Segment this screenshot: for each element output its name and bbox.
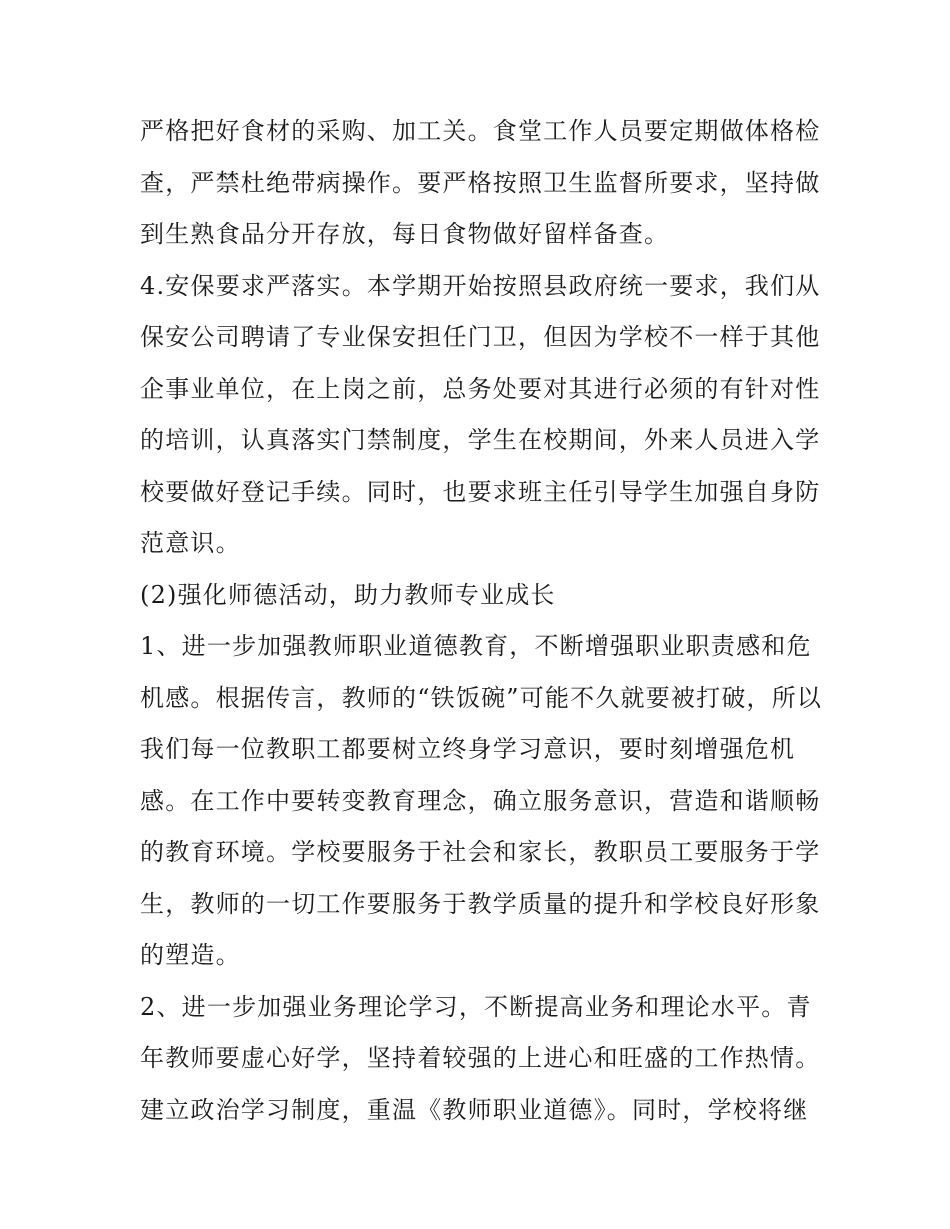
text-line: 年教师要虚心好学，坚持着较强的上进心和旺盛的工作热情。	[140, 1044, 821, 1072]
text-line: 范意识。	[140, 529, 241, 557]
body-text	[140, 106, 823, 1136]
text-line: 保安公司聘请了专业保安担任门卫，但因为学校不一样于其他	[140, 323, 821, 351]
text-line: 机感。根据传言，教师的“铁饭碗”可能不久就要被打破，所以	[140, 683, 823, 712]
text-line: 严格把好食材的采购、加工关。食堂工作人员要定期做体格检	[140, 117, 821, 145]
section-heading: (2)强化师德活动，助力教师专业成长	[140, 580, 556, 609]
text-line: 1、进一步加强教师职业道德教育，不断增强职业职责感和危	[140, 632, 812, 660]
text-line: 感。在工作中要转变教育理念，确立服务意识，营造和谐顺畅	[140, 786, 821, 815]
text-line: 的培训，认真落实门禁制度，学生在校期间，外来人员进入学	[140, 426, 821, 454]
text-line: 到生熟食品分开存放，每日食物做好留样备查。	[140, 220, 670, 248]
text-line: 企事业单位，在上岗之前，总务处要对其进行必须的有针对性	[140, 374, 821, 403]
text-line: 校要做好登记手续。同时，也要求班主任引导学生加强自身防	[140, 477, 821, 506]
text-line: 4.安保要求严落实。本学期开始按照县政府统一要求，我们从	[140, 271, 821, 300]
text-line: 的教育环境。学校要服务于社会和家长，教职员工要服务于学	[140, 838, 821, 866]
text-line: 的塑造。	[140, 941, 241, 969]
text-line: 建立政治学习制度，重温《教师职业道德》。同时，学校将继	[140, 1095, 809, 1124]
text-line: 2、进一步加强业务理论学习，不断提高业务和理论水平。青	[140, 992, 812, 1021]
text-line: 我们每一位教职工都要树立终身学习意识，要时刻增强危机	[140, 735, 796, 763]
text-line: 查，严禁杜绝带病操作。要严格按照卫生监督所要求，坚持做	[140, 168, 821, 197]
text-line: 生，教师的一切工作要服务于教学质量的提升和学校良好形象	[140, 889, 821, 918]
